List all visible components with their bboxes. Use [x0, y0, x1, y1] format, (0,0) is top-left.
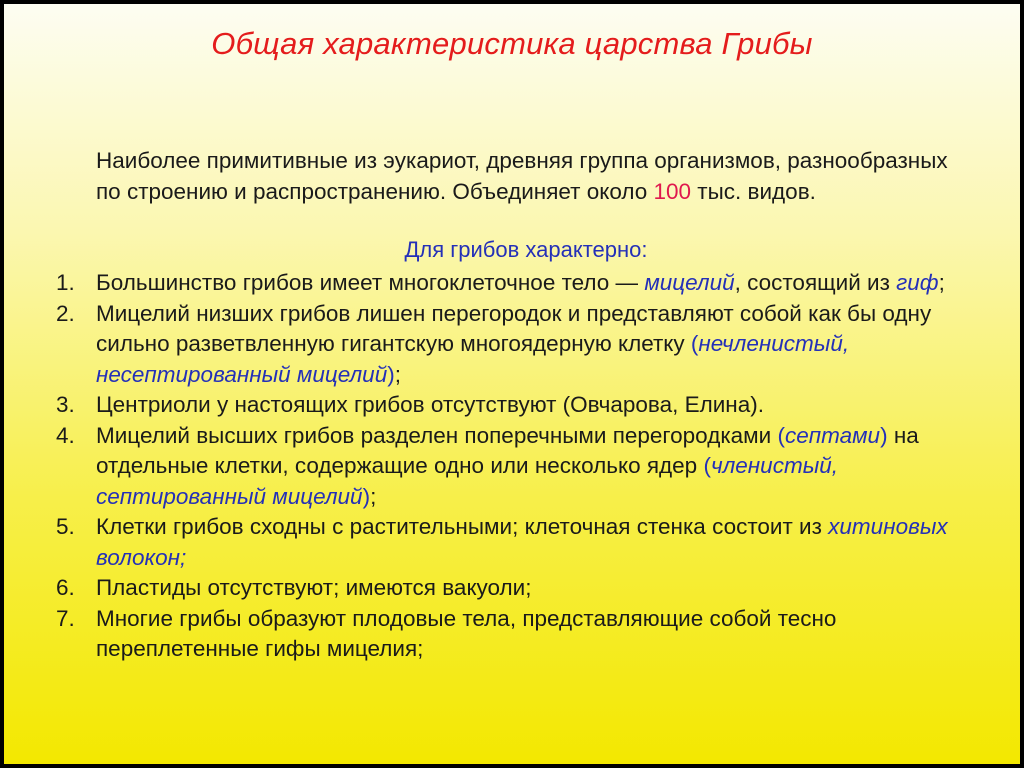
paren: ( — [703, 453, 711, 478]
paren: ) — [387, 361, 395, 387]
item-text: , состоящий из — [734, 270, 897, 295]
term-mycelium: мицелий — [644, 270, 735, 295]
paren: ( — [777, 422, 785, 448]
list-item — [44, 512, 984, 573]
intro-text-end: тыс. видов. — [691, 178, 816, 204]
item-text: Клетки грибов сходны с растительными; клеточная стенка состоит из — [96, 514, 829, 539]
item-text: ; — [370, 483, 377, 509]
list-item — [44, 390, 984, 421]
item-number: 1. — [56, 270, 75, 295]
list-item — [44, 604, 984, 665]
term-septa: септами — [784, 422, 881, 448]
item-text: Пластиды отсутствуют; имеются вакуоли; — [96, 575, 532, 600]
paren: ) — [362, 483, 371, 509]
item-text: Мицелий высших грибов разделен поперечными перегородками — [96, 422, 778, 448]
item-text: ; — [938, 270, 945, 295]
item-text: на отдельные клетки, содержащие одно или несколько ядер — [96, 422, 919, 478]
term-nonseptate-mycelium: нечленистый, несептированный мицелий — [96, 331, 850, 387]
paren: ) — [880, 422, 888, 448]
list-item — [44, 421, 984, 513]
item-number: 6. — [56, 575, 75, 600]
item-text: ; — [394, 361, 401, 387]
list-heading: Для грибов характерно: — [404, 237, 648, 262]
item-number: 7. — [56, 605, 75, 631]
item-number: 4. — [56, 422, 75, 448]
list-item — [44, 573, 984, 604]
slide-title: Общая характеристика царства Грибы — [211, 26, 813, 61]
intro-text: Наиболее примитивные из эукариот, древняя группа организмов, разнообразных по строению и распространению. Объединяет около — [96, 148, 948, 204]
item-text: Многие грибы образуют плодовые тела, представляющие собой тесно переплетенные гифы мицелия; — [96, 605, 837, 661]
item-text: Мицелий низших грибов лишен перегородок и представляют собой как бы одну сильно разветвленную гигантскую многоядерную клетку — [96, 300, 932, 356]
slide — [4, 4, 1020, 764]
intro-paragraph — [96, 146, 976, 207]
item-number: 3. — [56, 392, 75, 417]
list-item — [44, 299, 984, 391]
item-number: 2. — [56, 300, 75, 326]
list-item — [44, 268, 984, 299]
term-hyphae: гиф — [896, 270, 939, 295]
species-count: 100 — [653, 178, 692, 204]
item-text: Центриоли у настоящих грибов отсутствуют (Овчарова, Елина). — [96, 392, 764, 417]
item-number: 5. — [56, 514, 75, 539]
term-septate-mycelium: членистый, септированный мицелий — [96, 453, 839, 509]
characteristics-list — [44, 268, 984, 665]
term-chitin-fibers: хитиновых волокон; — [96, 514, 948, 570]
paren: ( — [690, 331, 699, 356]
item-text: Большинство грибов имеет многоклеточное тело — — [96, 270, 645, 295]
